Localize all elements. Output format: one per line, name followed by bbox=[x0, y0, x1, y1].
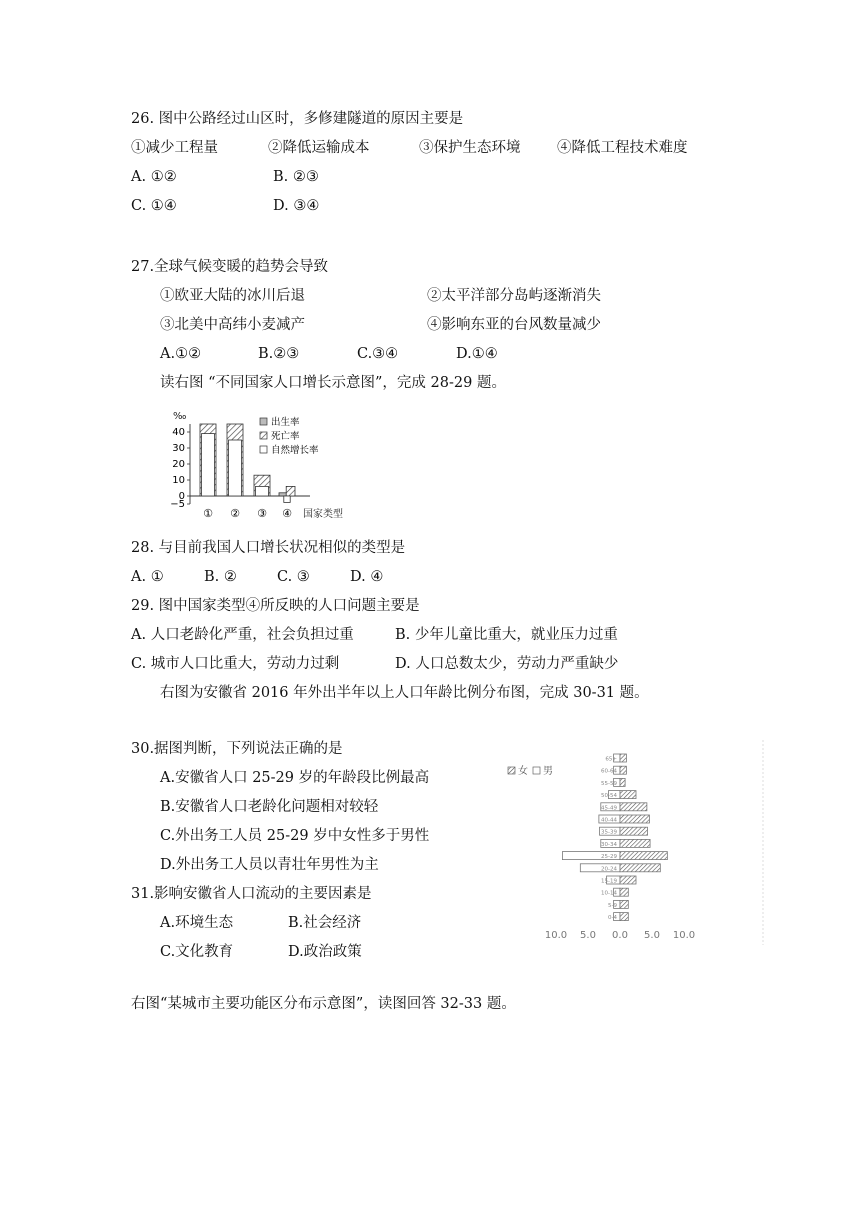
chart2-x-tick: 10.0 bbox=[544, 930, 568, 941]
chart2-age-label: 55-59 bbox=[601, 780, 617, 787]
chart2-age-label: 35-39 bbox=[601, 829, 617, 836]
q30-option-a[interactable]: A.安徽省人口 25-29 岁的年龄段比例最高 bbox=[160, 770, 430, 786]
chart1-legend bbox=[260, 416, 319, 456]
chart2-age-label: 40-44 bbox=[601, 817, 617, 824]
q29-option-a[interactable]: A. 人口老龄化严重，社会负担过重 bbox=[131, 627, 354, 643]
q26-option-b[interactable]: B. ②③ bbox=[273, 169, 319, 185]
q26-item-4: ④降低工程技术难度 bbox=[557, 140, 688, 156]
chart2-age-label: 45-49 bbox=[601, 805, 617, 812]
q31-option-c[interactable]: C.文化教育 bbox=[160, 944, 234, 960]
chart1-x-label-2: ② bbox=[230, 507, 240, 520]
q30-option-d[interactable]: D.外出务工人员以青壮年男性为主 bbox=[160, 857, 379, 873]
chart1-x-label-3: ③ bbox=[257, 507, 267, 520]
chart1-y-tick: 30 bbox=[172, 443, 185, 454]
legend-swatch-natural bbox=[260, 446, 267, 453]
legend-birth: 出生率 bbox=[271, 417, 300, 428]
q27-item-3: ③北美中高纬小麦减产 bbox=[160, 317, 305, 333]
chart2-bar-male bbox=[620, 754, 626, 762]
q30-option-c[interactable]: C.外出务工人员 25-29 岁中女性多于男性 bbox=[160, 828, 430, 844]
q29-option-b[interactable]: B. 少年儿童比重大，就业压力过重 bbox=[395, 627, 618, 643]
chart2-x-tick: 0.0 bbox=[612, 930, 628, 941]
q27-item-1: ①欧亚大陆的冰川后退 bbox=[160, 288, 305, 304]
chart1-x-label-4: ④ bbox=[282, 507, 292, 520]
chart2-bar-male bbox=[620, 815, 649, 823]
chart1-y-tick: 10 bbox=[172, 475, 185, 486]
chart2-bar-male bbox=[620, 827, 648, 835]
q28-option-d[interactable]: D. ④ bbox=[350, 569, 384, 585]
chart2-bar-male bbox=[620, 913, 628, 921]
q31-stem: 31.影响安徽省人口流动的主要因素是 bbox=[131, 886, 372, 902]
q30-option-b[interactable]: B.安徽省人口老龄化问题相对较轻 bbox=[160, 799, 379, 815]
population-growth-chart bbox=[170, 405, 370, 525]
chart1-xlabel: 国家类型 bbox=[303, 509, 343, 520]
chart2-x-tick: 5.0 bbox=[580, 930, 596, 941]
chart2-age-label: 65+ bbox=[605, 756, 617, 763]
chart2-age-label: 60-64 bbox=[601, 768, 617, 775]
legend-death: 死亡率 bbox=[271, 431, 300, 442]
q27-option-a[interactable]: A.①② bbox=[160, 346, 202, 362]
q31-option-b[interactable]: B.社会经济 bbox=[288, 915, 362, 931]
chart1-bar-natural-2 bbox=[229, 440, 242, 496]
chart2-bar-male bbox=[620, 791, 636, 799]
legend-swatch-female bbox=[508, 767, 515, 774]
chart2-bar-male bbox=[620, 839, 650, 847]
chart2-bar-male bbox=[620, 766, 626, 774]
legend-swatch-male bbox=[533, 767, 540, 774]
q27-option-d[interactable]: D.①④ bbox=[456, 346, 498, 362]
chart2-x-tick: 10.0 bbox=[672, 930, 696, 941]
chart1-unit-label: ‰ bbox=[173, 411, 187, 422]
legend-swatch-birth bbox=[260, 418, 267, 425]
intro-28-29: 读右图 “不同国家人口增长示意图”，完成 28-29 题。 bbox=[160, 375, 506, 391]
chart1-y-tick: 0 bbox=[178, 491, 185, 502]
q28-option-c[interactable]: C. ③ bbox=[277, 569, 310, 585]
q29-stem: 29. 图中国家类型④所反映的人口问题主要是 bbox=[131, 598, 420, 614]
q29-option-c[interactable]: C. 城市人口比重大，劳动力过剩 bbox=[131, 656, 340, 672]
chart2-age-label: 0-4 bbox=[608, 915, 617, 922]
q26-option-d[interactable]: D. ③④ bbox=[273, 198, 320, 214]
closing-instruction: 右图“某城市主要功能区分布示意图”，读图回答 32-33 题。 bbox=[131, 996, 516, 1012]
chart2-age-label: 15-19 bbox=[601, 878, 617, 885]
chart2-bar-male bbox=[620, 852, 667, 860]
q31-option-d[interactable]: D.政治政策 bbox=[288, 944, 362, 960]
chart1-bar-natural-3 bbox=[256, 486, 269, 496]
q28-option-b[interactable]: B. ② bbox=[204, 569, 237, 585]
chart2-bar-male bbox=[620, 778, 625, 786]
chart2-legend bbox=[508, 764, 553, 777]
chart2-age-label: 30-34 bbox=[601, 841, 617, 848]
intro-30-31: 右图为安徽省 2016 年外出半年以上人口年龄比例分布图，完成 30-31 题。 bbox=[160, 685, 649, 701]
chart2-age-label: 20-24 bbox=[601, 866, 617, 873]
q26-item-1: ①减少工程量 bbox=[131, 140, 218, 156]
legend-swatch-death bbox=[260, 432, 267, 439]
q28-option-a[interactable]: A. ① bbox=[131, 569, 164, 585]
chart1-y-tick: 20 bbox=[172, 459, 185, 470]
q26-option-a[interactable]: A. ①② bbox=[131, 169, 177, 185]
q27-stem: 27.全球气候变暖的趋势会导致 bbox=[131, 259, 329, 275]
q27-option-c[interactable]: C.③④ bbox=[357, 346, 399, 362]
chart2-bar-male bbox=[620, 864, 660, 872]
chart2-age-label: 10-14 bbox=[601, 890, 617, 897]
q26-stem: 26. 图中公路经过山区时，多修建隧道的原因主要是 bbox=[131, 111, 464, 127]
q26-option-c[interactable]: C. ①④ bbox=[131, 198, 177, 214]
q27-item-4: ④影响东亚的台风数量减少 bbox=[427, 317, 601, 333]
chart1-bar-death-4 bbox=[286, 486, 295, 496]
chart1-bar-natural-4 bbox=[284, 496, 290, 502]
q26-item-3: ③保护生态环境 bbox=[419, 140, 521, 156]
q27-option-b[interactable]: B.②③ bbox=[258, 346, 300, 362]
chart1-y-tick: 40 bbox=[172, 427, 185, 438]
chart2-bar-male bbox=[620, 803, 647, 811]
chart2-bar-male bbox=[620, 888, 628, 896]
chart1-x-label-1: ① bbox=[203, 507, 213, 520]
chart2-age-label: 5-9 bbox=[608, 902, 617, 909]
chart1-y-tick: −5 bbox=[170, 499, 185, 510]
q29-option-d[interactable]: D. 人口总数太少，劳动力严重缺少 bbox=[395, 656, 619, 672]
q26-item-2: ②降低运输成本 bbox=[268, 140, 370, 156]
q27-item-2: ②太平洋部分岛屿逐渐消失 bbox=[427, 288, 601, 304]
legend-male: 男 bbox=[543, 766, 553, 777]
legend-natural: 自然增长率 bbox=[271, 445, 319, 456]
legend-female: 女 bbox=[518, 766, 528, 777]
chart2-x-tick: 5.0 bbox=[644, 930, 660, 941]
chart1-bar-natural-1 bbox=[202, 434, 215, 496]
q31-option-a[interactable]: A.环境生态 bbox=[160, 915, 234, 931]
q30-stem: 30.据图判断，下列说法正确的是 bbox=[131, 741, 343, 757]
chart2-bar-male bbox=[620, 876, 636, 884]
chart2-age-label: 50-54 bbox=[601, 793, 617, 800]
chart2-bar-male bbox=[620, 900, 628, 908]
chart2-age-label: 25-29 bbox=[601, 854, 617, 861]
q28-stem: 28. 与目前我国人口增长状况相似的类型是 bbox=[131, 540, 406, 556]
age-pyramid-chart bbox=[478, 740, 778, 950]
